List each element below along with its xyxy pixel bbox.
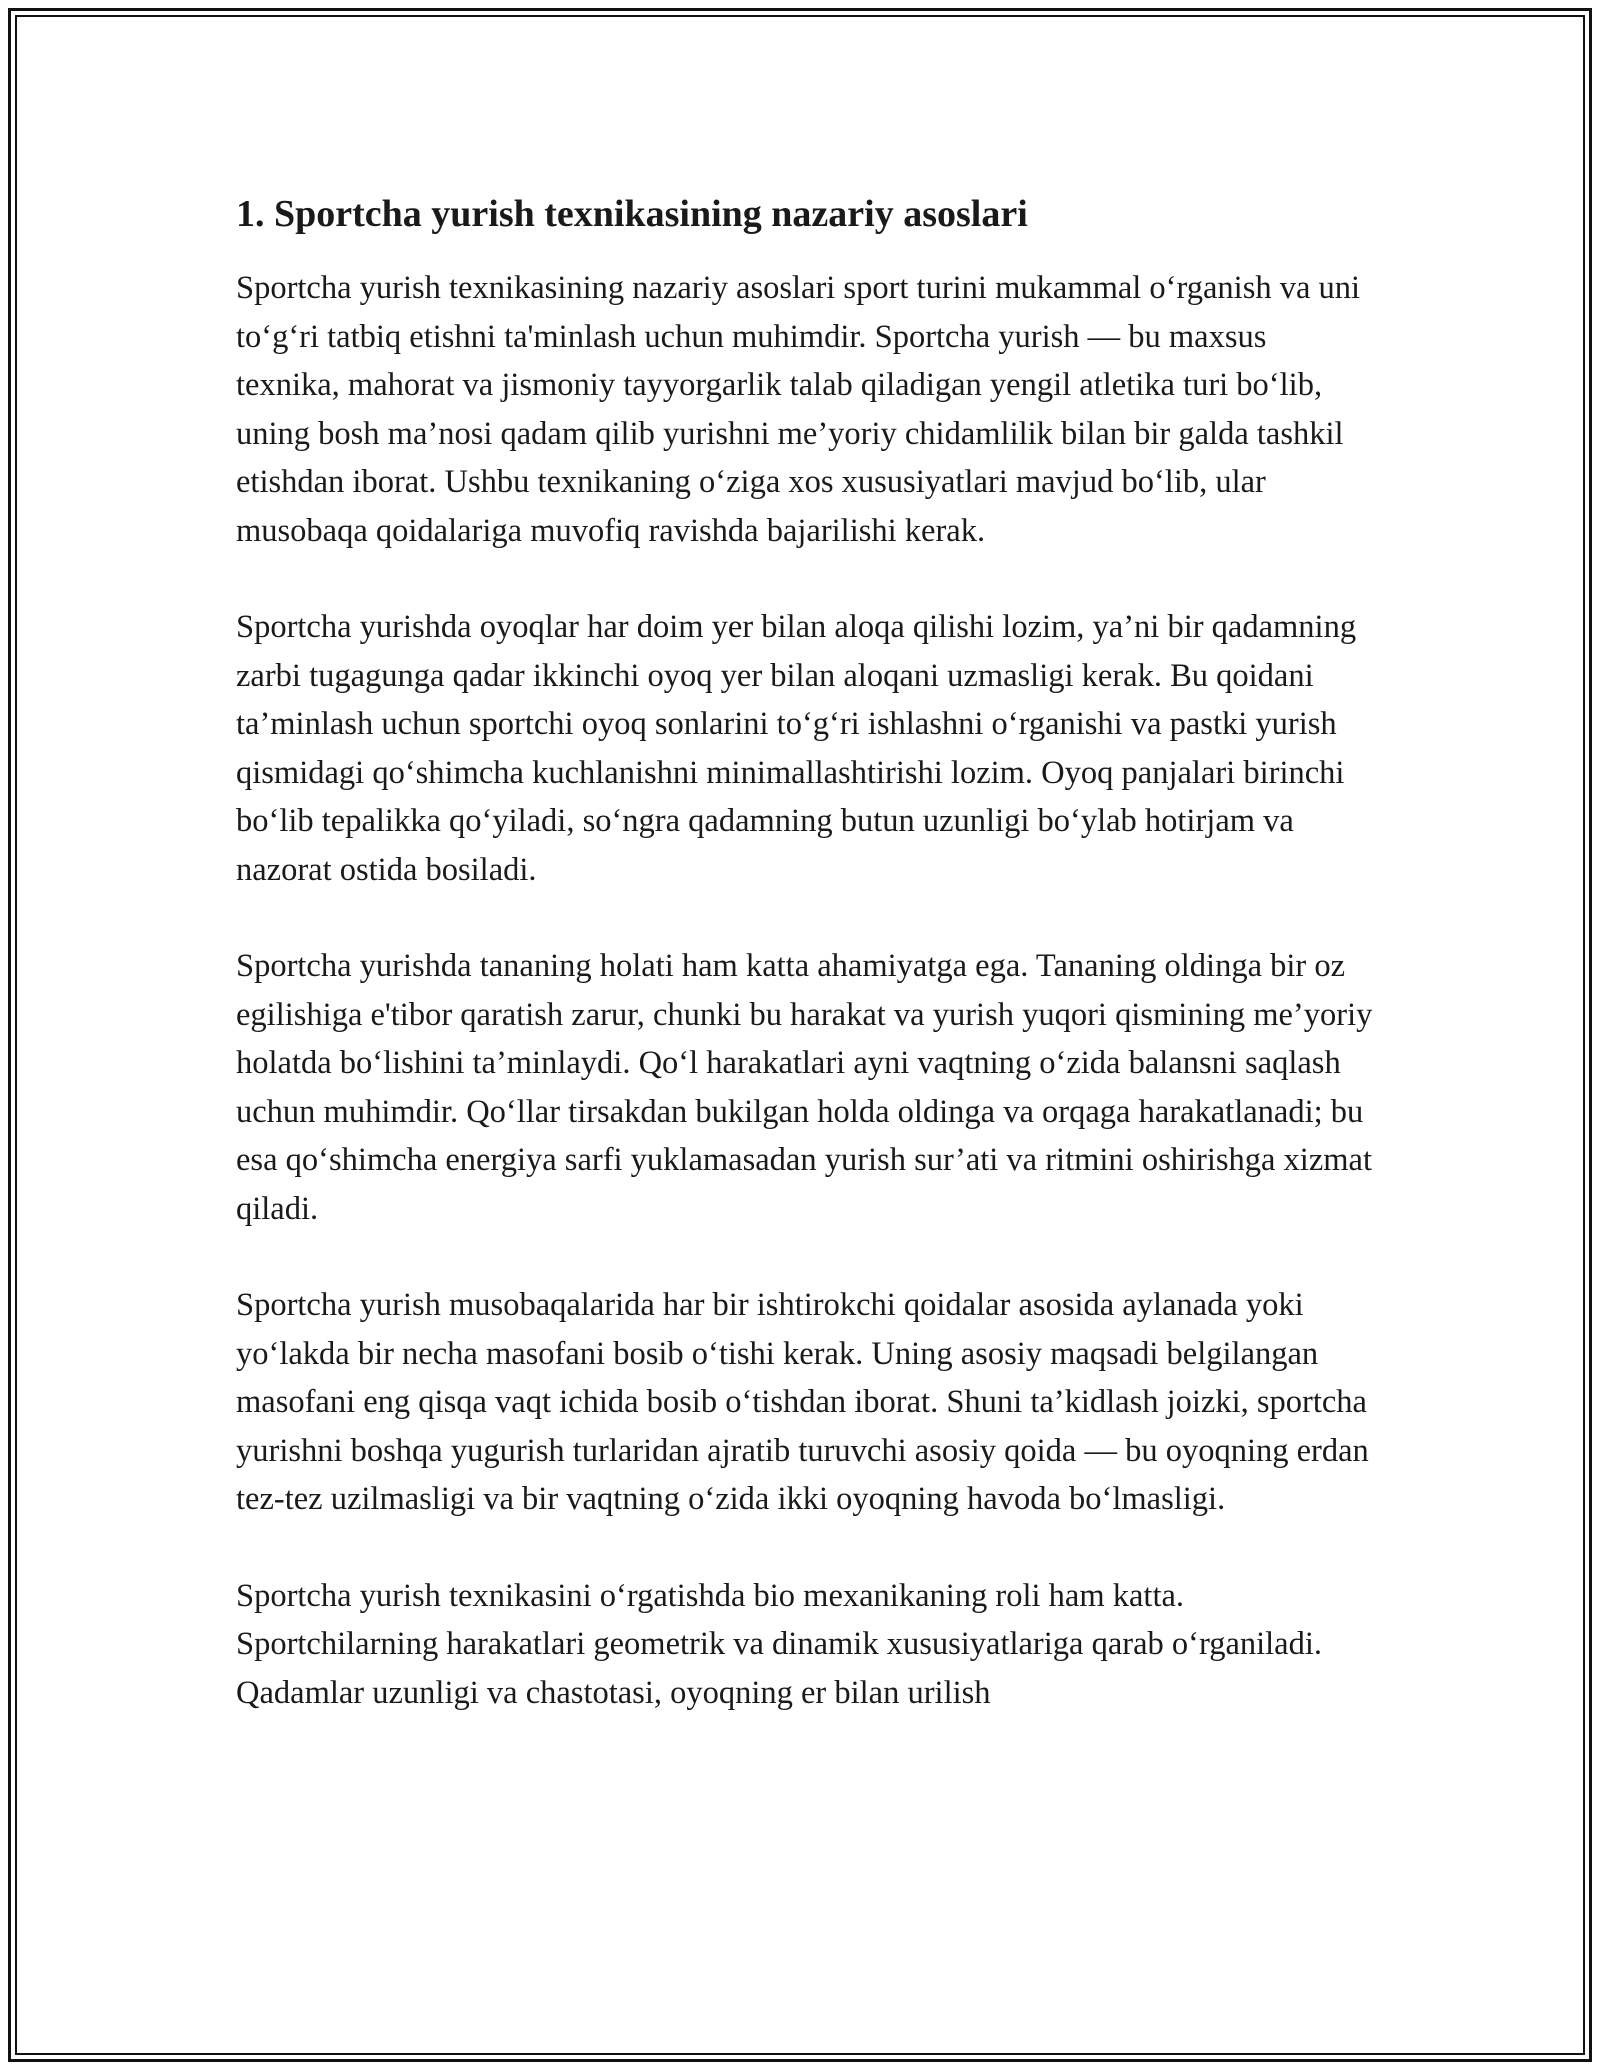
paragraph-3: Sportcha yurishda tananing holati ham katta ahamiyatga ega. Tananing oldinga bir oz egilishiga e'tibor qaratish zarur, chunki bu harakat va yurish yuqori qismining me’yoriy holatda bo‘lishini ta’minlaydi. Qo‘l harakatlari ayni vaqtning o‘zida balansni saqlash uchun muhimdir. Qo‘llar tirsakdan bukilgan holda oldinga va orqaga harakatlanadi; bu esa qo‘shimcha energiya sarfi yuklamasadan yurish sur’ati va ritmini oshirishga xizmat qiladi. <box>236 948 1373 1227</box>
document-body <box>236 186 1376 1717</box>
paragraph-1: Sportcha yurish texnikasining nazariy asoslari sport turini mukammal o‘rganish va uni to‘g‘ri tatbiq etishni ta'minlash uchun muhimdir. Sportcha yurish — bu maxsus texnika, mahorat va jismoniy tayyorgarlik talab qiladigan yengil atletika turi bo‘lib, uning bosh ma’nosi qadam qilib yurishni me’yoriy chidamlilik bilan bir galda tashkil etishdan iborat. Ushbu texnikaning o‘ziga xos xususiyatlari mavjud bo‘lib, ular musobaqa qoidalariga muvofiq ravishda bajarilishi kerak. <box>236 270 1361 549</box>
paragraph-4: Sportcha yurish musobaqalarida har bir ishtirokchi qoidalar asosida aylanada yoki yo‘lakda bir necha masofani bosib o‘tishi kerak. Uning asosiy maqsadi belgilangan masofani eng qisqa vaqt ichida bosib o‘tishdan iborat. Shuni ta’kidlash joizki, sportcha yurishni boshqa yugurish turlaridan ajratib turuvchi asosiy qoida — bu oyoqning erdan tez-tez uzilmasligi va bir vaqtning o‘zida ikki oyoqning havoda bo‘lmasligi. <box>236 1287 1369 1517</box>
paragraph-5: Sportcha yurish texnikasini o‘rgatishda bio mexanikaning roli ham katta. Sportchilarning harakatlari geometrik va dinamik xususiyatlariga qarab o‘rganiladi. Qadamlar uzunligi va chastotasi, oyoqning er bilan urilish <box>236 1577 1323 1711</box>
paragraph-2: Sportcha yurishda oyoqlar har doim yer bilan aloqa qilishi lozim, ya’ni bir qadamning zarbi tugagunga qadar ikkinchi oyoq yer bilan aloqani uzmasligi kerak. Bu qoidani ta’minlash uchun sportchi oyoq sonlarini to‘g‘ri ishlashni o‘rganishi va pastki yurish qismidagi qo‘shimcha kuchlanishni minimallashtirishi lozim. Oyoq panjalari birinchi bo‘lib tepalikka qo‘yiladi, so‘ngra qadamning butun uzunligi bo‘ylab hotirjam va nazorat ostida bosiladi. <box>236 609 1357 888</box>
section-title: 1. Sportcha yurish texnikasining nazariy asoslari <box>236 193 1028 235</box>
